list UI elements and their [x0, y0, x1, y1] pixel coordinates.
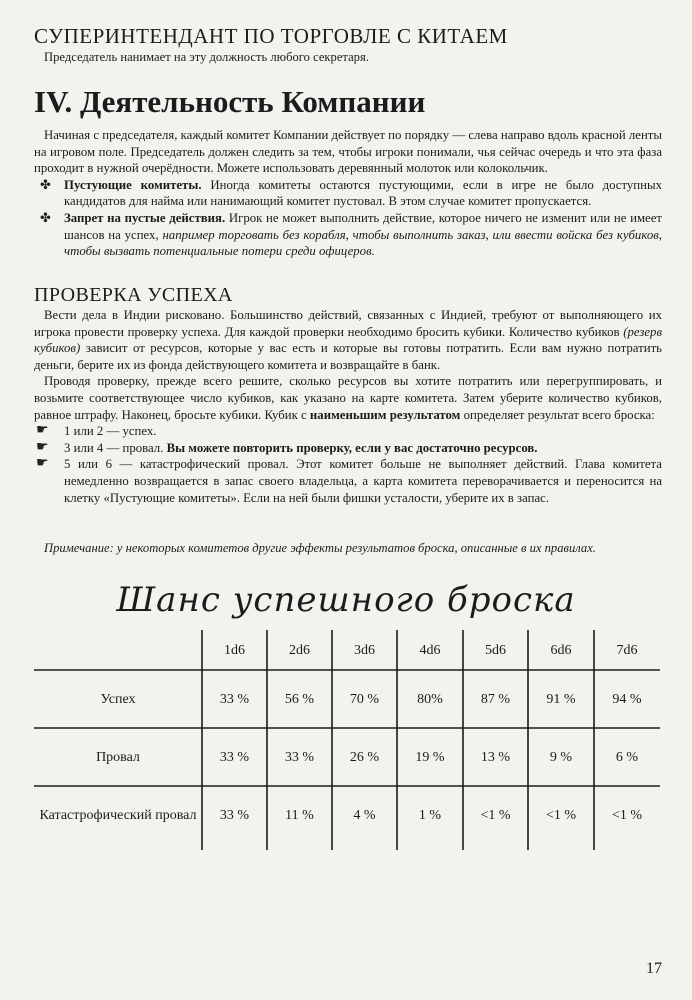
text-span: зависит от ресурсов, которые у вас есть и которые вы готовы потратить. Если вам нужно потратить деньги, берите их из фонда действующего комитета и возвращайте в банк. [34, 341, 662, 372]
bullet-text: Иногда комитеты остаются пустующими, если в игре не было доступных кандидатов для найма или нанимающий комитет пустовал. В этом случае комитет пропускается. [64, 177, 662, 209]
lowest-result-term: наименьшим результатом [309, 407, 461, 422]
dice-pool-term: (резерв кубиков) [34, 324, 662, 356]
table-cell: 19 % [415, 750, 445, 765]
column-header: 5d6 [485, 643, 506, 658]
result-text: 5 или 6 — катастрофический провал. Этот комитет больше не выполняет действий. Глава комитета немедленно возвращается в запас своего владельца, а карта комитета переворачивается и переносится на клетку «Пустующие комитеты». Если на ней были фишки усталости, уберите их в запас. [64, 457, 662, 505]
section-note: Примечание: у некоторых комитетов другие эффекты результатов броска, описанные в их правилах. [44, 541, 596, 555]
table-cell: 87 % [480, 692, 511, 707]
table-cell: 33 % [219, 808, 250, 823]
table-cell: 9 % [549, 750, 573, 765]
column-header: 2d6 [289, 643, 310, 658]
chapter-intro: Начиная с председателя, каждый комитет Компании действует по порядку — слева направо вдоль красной ленты на игровом поле. Председатель должен следить за тем, чтобы игроки понимали, чья сейчас очередь и что эта фаза проходит в нужной очерёдности. Можете использовать деревянный молоток или колокольчик. [34, 128, 662, 176]
table-cell: 26 % [349, 750, 380, 765]
superintendant-text: Председатель нанимает на эту должность любого секретаря. [44, 50, 369, 64]
table-cell: 4 % [353, 808, 376, 823]
column-header: 4d6 [419, 643, 441, 658]
table-cell: <1 % [611, 808, 643, 823]
table-cell: 56 % [284, 692, 315, 707]
fleur-icon: ✤ [40, 209, 51, 225]
pointing-hand-icon: ☛ [36, 456, 49, 472]
result-bold: Вы можете повторить проверку, если у вас достаточно ресурсов. [166, 440, 538, 455]
column-header: 3d6 [354, 643, 375, 658]
text-span: определяет результат всего броска: [460, 407, 655, 422]
text-span: Вести дела в Индии рисковано. Большинство действий, связанных с Индией, требуют от выполняющего их игрока провести проверку успеха. Для каждой проверки необходимо бросить кубики. Количество кубиков [34, 308, 662, 339]
superintendant-heading: СУПЕРИНТЕНДАНТ ПО ТОРГОВЛЕ С КИТАЕМ [34, 24, 508, 48]
row-label-failure: Провал [96, 750, 140, 765]
bullet-bold: Запрет на пустые действия. [64, 210, 226, 225]
table-cell: 33 % [284, 750, 315, 765]
table-cell: 6 % [615, 750, 639, 765]
table-cell: 11 % [285, 808, 314, 823]
table-cell: 13 % [480, 750, 511, 765]
table-cell: 33 % [219, 692, 250, 707]
section-heading: ПРОВЕРКА УСПЕХА [34, 284, 233, 306]
row-label-success: Успех [100, 692, 136, 707]
chapter-title: IV. Деятельность Компании [34, 84, 426, 119]
text-span: Проводя проверку, прежде всего решите, сколько ресурсов вы хотите потратить или перегруппировать, и возьмите соответствующее число кубиков, как указано на карте комитета. Затем уберите количество кубиков, равное штрафу. Наконец, бросьте кубики. Кубик с [34, 374, 662, 422]
table-cell: 80% [417, 692, 443, 707]
fleur-icon: ✤ [40, 176, 51, 192]
table-cell: <1 % [480, 808, 511, 823]
result-text: 1 или 2 — успех. [64, 424, 157, 439]
pointing-hand-icon: ☛ [36, 423, 49, 439]
pointing-hand-icon: ☛ [36, 439, 49, 455]
table-cell: 91 % [546, 692, 576, 707]
bullet-bold: Пустующие комитеты. [64, 177, 202, 192]
table-title: Шанс успешного броска [116, 580, 576, 620]
table-cell: <1 % [545, 808, 577, 823]
table-cell: 70 % [349, 692, 380, 707]
bullet-italic: например торговать без корабля, чтобы выполнить заказ, или ввести войска без кубиков, чтобы вызвать потенциальные потери среди офицеров. [64, 227, 662, 259]
table-cell: 1 % [418, 808, 442, 823]
table-cell: 94 % [612, 692, 642, 707]
bullet-text: Игрок не может выполнить действие, которое ничего не изменит или не имеет шансов на успех, [64, 210, 662, 242]
page-number: 17 [646, 960, 662, 977]
result-text: 3 или 4 — провал. [64, 440, 167, 455]
column-header: 7d6 [616, 643, 638, 658]
row-label-catastrophic: Катастрофический провал [39, 808, 197, 823]
table-cell: 33 % [219, 750, 250, 765]
column-header: 6d6 [550, 643, 572, 658]
column-header: 1d6 [224, 643, 245, 658]
